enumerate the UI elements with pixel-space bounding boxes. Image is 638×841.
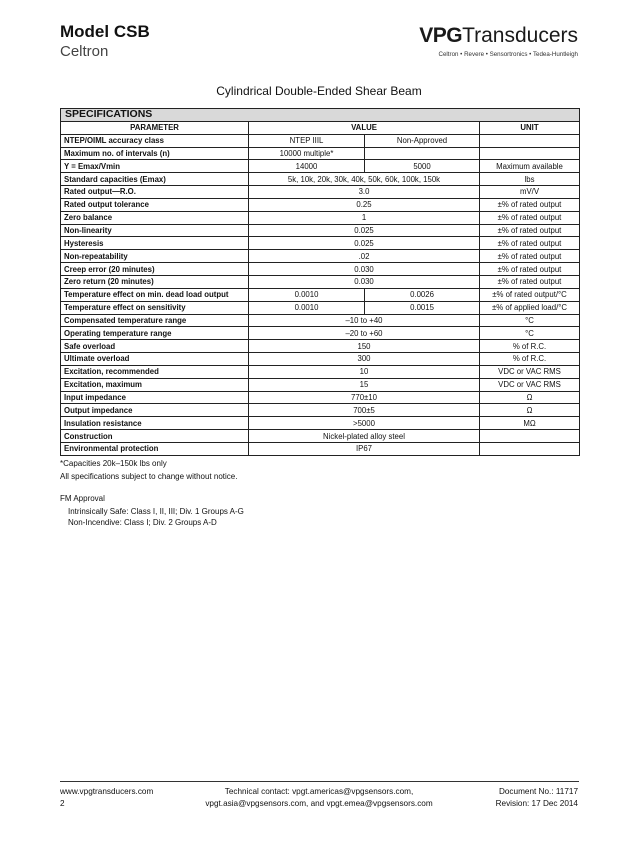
spec-unit: °C: [480, 314, 580, 327]
spec-unit: °C: [480, 327, 580, 340]
spec-parameter: Rated output—R.O.: [61, 186, 249, 199]
spec-unit: MΩ: [480, 417, 580, 430]
spec-parameter: Operating temperature range: [61, 327, 249, 340]
spec-parameter: Non-repeatability: [61, 250, 249, 263]
spec-unit: [480, 442, 580, 455]
spec-unit: ±% of rated output/°C: [480, 288, 580, 301]
spec-parameter: Input impedance: [61, 391, 249, 404]
spec-value: 300: [249, 353, 480, 366]
spec-parameter: Zero balance: [61, 211, 249, 224]
spec-value: .02: [249, 250, 480, 263]
spec-parameter: Rated output tolerance: [61, 198, 249, 211]
spec-row: [61, 275, 580, 288]
spec-row: [61, 198, 580, 211]
spec-row: [61, 353, 580, 366]
spec-value: –20 to +60: [249, 327, 480, 340]
spec-row: [61, 301, 580, 314]
spec-value: >5000: [249, 417, 480, 430]
spec-parameter: Compensated temperature range: [61, 314, 249, 327]
spec-row: [61, 147, 580, 160]
spec-value-approved: NTEP IIIL: [249, 134, 365, 147]
spec-unit: % of R.C.: [480, 353, 580, 366]
brand-tagline: Celtron • Revere • Sensortronics • Tedea-Huntleigh: [438, 51, 578, 58]
spec-row: [61, 134, 580, 147]
footer-divider: [60, 781, 579, 782]
logo-bold-text: VPG: [419, 24, 463, 47]
spec-unit: VDC or VAC RMS: [480, 378, 580, 391]
spec-unit: ±% of rated output: [480, 211, 580, 224]
spec-row: [61, 404, 580, 417]
spec-value-non-approved: 5000: [365, 160, 480, 173]
spec-unit: Maximum available: [480, 160, 580, 173]
capacities-note: *Capacities 20k–150k lbs only: [60, 459, 167, 468]
footer-website: www.vpgtransducers.com: [60, 787, 154, 796]
spec-parameter: Output impedance: [61, 404, 249, 417]
spec-unit: ±% of rated output: [480, 237, 580, 250]
spec-unit: lbs: [480, 173, 580, 186]
spec-value: 15: [249, 378, 480, 391]
spec-unit: ±% of rated output: [480, 224, 580, 237]
spec-row: [61, 365, 580, 378]
spec-unit: mV/V: [480, 186, 580, 199]
spec-parameter: Safe overload: [61, 340, 249, 353]
spec-row: [61, 211, 580, 224]
fm-approval-line-2: Non-Incendive: Class I; Div. 2 Groups A-D: [68, 518, 217, 527]
spec-unit: Ω: [480, 391, 580, 404]
vpg-logo: [419, 24, 578, 48]
spec-row: [61, 340, 580, 353]
spec-parameter: Insulation resistance: [61, 417, 249, 430]
spec-unit: Ω: [480, 404, 580, 417]
fm-approval-title: FM Approval: [60, 494, 105, 503]
spec-value: 700±5: [249, 404, 480, 417]
spec-parameter: Ultimate overload: [61, 353, 249, 366]
spec-value: –10 to +40: [249, 314, 480, 327]
spec-parameter: Creep error (20 minutes): [61, 263, 249, 276]
spec-value: 1: [249, 211, 480, 224]
column-header-unit: UNIT: [480, 121, 580, 134]
spec-row: [61, 186, 580, 199]
fm-approval-line-1: Intrinsically Safe: Class I, II, III; Div. 1 Groups A-G: [68, 507, 244, 516]
spec-parameter: Zero return (20 minutes): [61, 275, 249, 288]
spec-value-approved: 0.0010: [249, 301, 365, 314]
spec-value: 770±10: [249, 391, 480, 404]
spec-unit: VDC or VAC RMS: [480, 365, 580, 378]
spec-value: 0.030: [249, 275, 480, 288]
spec-value: 5k, 10k, 20k, 30k, 40k, 50k, 60k, 100k, 150k: [249, 173, 480, 186]
spec-value-approved: 14000: [249, 160, 365, 173]
spec-value: 0.025: [249, 237, 480, 250]
spec-parameter: Maximum no. of intervals (n): [61, 147, 249, 160]
spec-parameter: Construction: [61, 430, 249, 443]
spec-unit: ±% of applied load/°C: [480, 301, 580, 314]
spec-parameter: Y = Emax/Vmin: [61, 160, 249, 173]
spec-unit: [480, 134, 580, 147]
footer-page-number: 2: [60, 799, 65, 808]
spec-unit: ±% of rated output: [480, 263, 580, 276]
spec-parameter: Hysteresis: [61, 237, 249, 250]
spec-value: 150: [249, 340, 480, 353]
spec-parameter: Temperature effect on min. dead load output: [61, 288, 249, 301]
spec-parameter: Standard capacities (Emax): [61, 173, 249, 186]
spec-unit: [480, 147, 580, 160]
spec-row: [61, 314, 580, 327]
spec-parameter: Excitation, recommended: [61, 365, 249, 378]
spec-parameter: Temperature effect on sensitivity: [61, 301, 249, 314]
spec-value: 3.0: [249, 186, 480, 199]
spec-row: [61, 263, 580, 276]
spec-value-approved: 10000 multiple*: [249, 147, 365, 160]
document-title: Cylindrical Double-Ended Shear Beam: [216, 84, 422, 98]
spec-parameter: NTEP/OIML accuracy class: [61, 134, 249, 147]
footer-contact-line-1: Technical contact: vpgt.americas@vpgsensors.com,: [224, 787, 414, 796]
specifications-body: [61, 134, 580, 455]
spec-row: [61, 442, 580, 455]
spec-unit: [480, 430, 580, 443]
spec-value: Nickel-plated alloy steel: [249, 430, 480, 443]
spec-value: 0.030: [249, 263, 480, 276]
spec-row: [61, 391, 580, 404]
spec-row: [61, 224, 580, 237]
spec-row: [61, 288, 580, 301]
spec-row: [61, 160, 580, 173]
spec-parameter: Environmental protection: [61, 442, 249, 455]
column-header-parameter: PARAMETER: [61, 121, 249, 134]
spec-unit: % of R.C.: [480, 340, 580, 353]
spec-value-approved: 0.0010: [249, 288, 365, 301]
logo-text: Transducers: [462, 24, 578, 47]
spec-row: [61, 237, 580, 250]
spec-parameter: Excitation, maximum: [61, 378, 249, 391]
spec-value: IP67: [249, 442, 480, 455]
spec-parameter: Non-linearity: [61, 224, 249, 237]
column-header-value: VALUE: [249, 121, 480, 134]
specifications-table: [60, 108, 580, 456]
spec-value-non-approved: 0.0015: [365, 301, 480, 314]
brand-name: Celtron: [60, 43, 109, 60]
spec-unit: ±% of rated output: [480, 275, 580, 288]
spec-row: [61, 430, 580, 443]
spec-value-non-approved: [365, 147, 480, 160]
spec-row: [61, 250, 580, 263]
spec-unit: ±% of rated output: [480, 250, 580, 263]
spec-value: 0.025: [249, 224, 480, 237]
spec-value-non-approved: 0.0026: [365, 288, 480, 301]
spec-value: 0.25: [249, 198, 480, 211]
footer-revision: Revision: 17 Dec 2014: [495, 799, 578, 808]
footer-contact-line-2: vpgt.asia@vpgsensors.com, and vpgt.emea@vpgsensors.com: [205, 799, 433, 808]
spec-value: 10: [249, 365, 480, 378]
change-notice: All specifications subject to change without notice.: [60, 472, 238, 481]
specifications-heading: SPECIFICATIONS: [61, 109, 580, 122]
footer-document-number: Document No.: 11717: [498, 787, 578, 796]
spec-unit: ±% of rated output: [480, 198, 580, 211]
spec-row: [61, 173, 580, 186]
spec-row: [61, 327, 580, 340]
spec-row: [61, 378, 580, 391]
spec-row: [61, 417, 580, 430]
model-title: Model CSB: [60, 22, 150, 41]
spec-value-non-approved: Non-Approved: [365, 134, 480, 147]
